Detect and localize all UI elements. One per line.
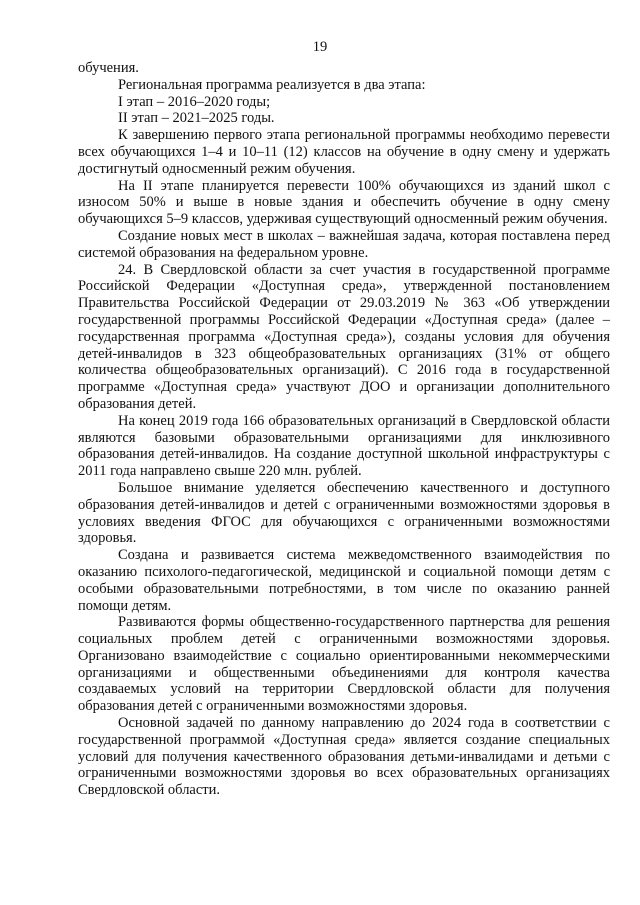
paragraph-stage-two: II этап – 2021–2025 годы. <box>118 110 275 127</box>
paragraph-interagency-system: Создана и развивается система межведомственного взаимодействия по оказанию психолого-педагогической, медицинской и социальной помощи детям с особыми образовательными потребностями, в том числе по оказанию ранней помощи детям. <box>78 547 610 614</box>
page-number: 19 <box>312 39 328 55</box>
paragraph-quality-education: Большое внимание уделяется обеспечению качественного и доступного образования детей-инвалидов и детей с ограниченными возможностями здоровья в условиях введения ФГОС для обучающихся с ограниченными возможностями здоровья. <box>78 479 610 547</box>
document-body <box>78 60 610 799</box>
paragraph-second-stage-goal: На II этапе планируется перевести 100% обучающихся из зданий школ с износом 50% и выше в новые здания и обеспечить обучение в одну смену обучающихся 5–9 классов, удерживая существующий односменный режим обучения. <box>78 177 610 228</box>
paragraph-first-stage-goal: К завершению первого этапа региональной программы необходимо перевести всех обучающихся 1–4 и 10–11 (12) классов на обучение в одну смену и удержать достигнутый односменный режим обучения. <box>78 127 610 177</box>
paragraph-stage-one: I этап – 2016–2020 годы; <box>118 93 271 110</box>
paragraph-base-organizations: На конец 2019 года 166 образовательных организаций в Свердловской области являются базовыми образовательными организациями для инклюзивного образования детей-инвалидов. На создание доступной школьной инфраструктуры с 2011 года направлено свыше 220 млн. рублей. <box>78 412 610 480</box>
paragraph-new-school-places: Создание новых мест в школах – важнейшая задача, которая поставлена перед системой образования на федеральном уровне. <box>78 227 610 261</box>
paragraph-program-stages: Региональная программа реализуется в два этапа: <box>118 76 426 93</box>
paragraph-main-task: Основной задачей по данному направлению до 2024 года в соответствии с государственной программой «Доступная среда» является создание специальных условий для получения качественного образования детьми-инвалидами и детьми с ограниченными возможностями здоровья во всех образовательных организациях Свердловской области. <box>78 715 610 799</box>
paragraph-item-24: 24. В Свердловской области за счет участия в государственной программе Российской Федерации «Доступная среда», утвержденной постановлением Правительства Российской Федерации от 29.03.2019 № 363 «Об утверждении государственной программы Российской Федерации «Доступная среда» (далее – государственная программа «Доступная среда»), созданы условия для обучения детей-инвалидов в 323 общеобразовательных организациях (31% от общего количества общеобразовательных организаций). С 2016 года в государственной программе «Доступная среда» участвуют ДОО и организации дополнительного образования детей. <box>78 261 610 412</box>
paragraph-partnership: Развиваются формы общественно-государственного партнерства для решения социальных проблем детей с ограниченными возможностями здоровья. Организовано взаимодействие с социально ориентированными некоммерческими организациями и общественными объединениями для контроля качества создаваемых условий на территории Свердловской области для получения образования детей с ограниченными возможностями здоровья. <box>78 614 610 715</box>
paragraph-continuation: обучения. <box>78 60 139 76</box>
